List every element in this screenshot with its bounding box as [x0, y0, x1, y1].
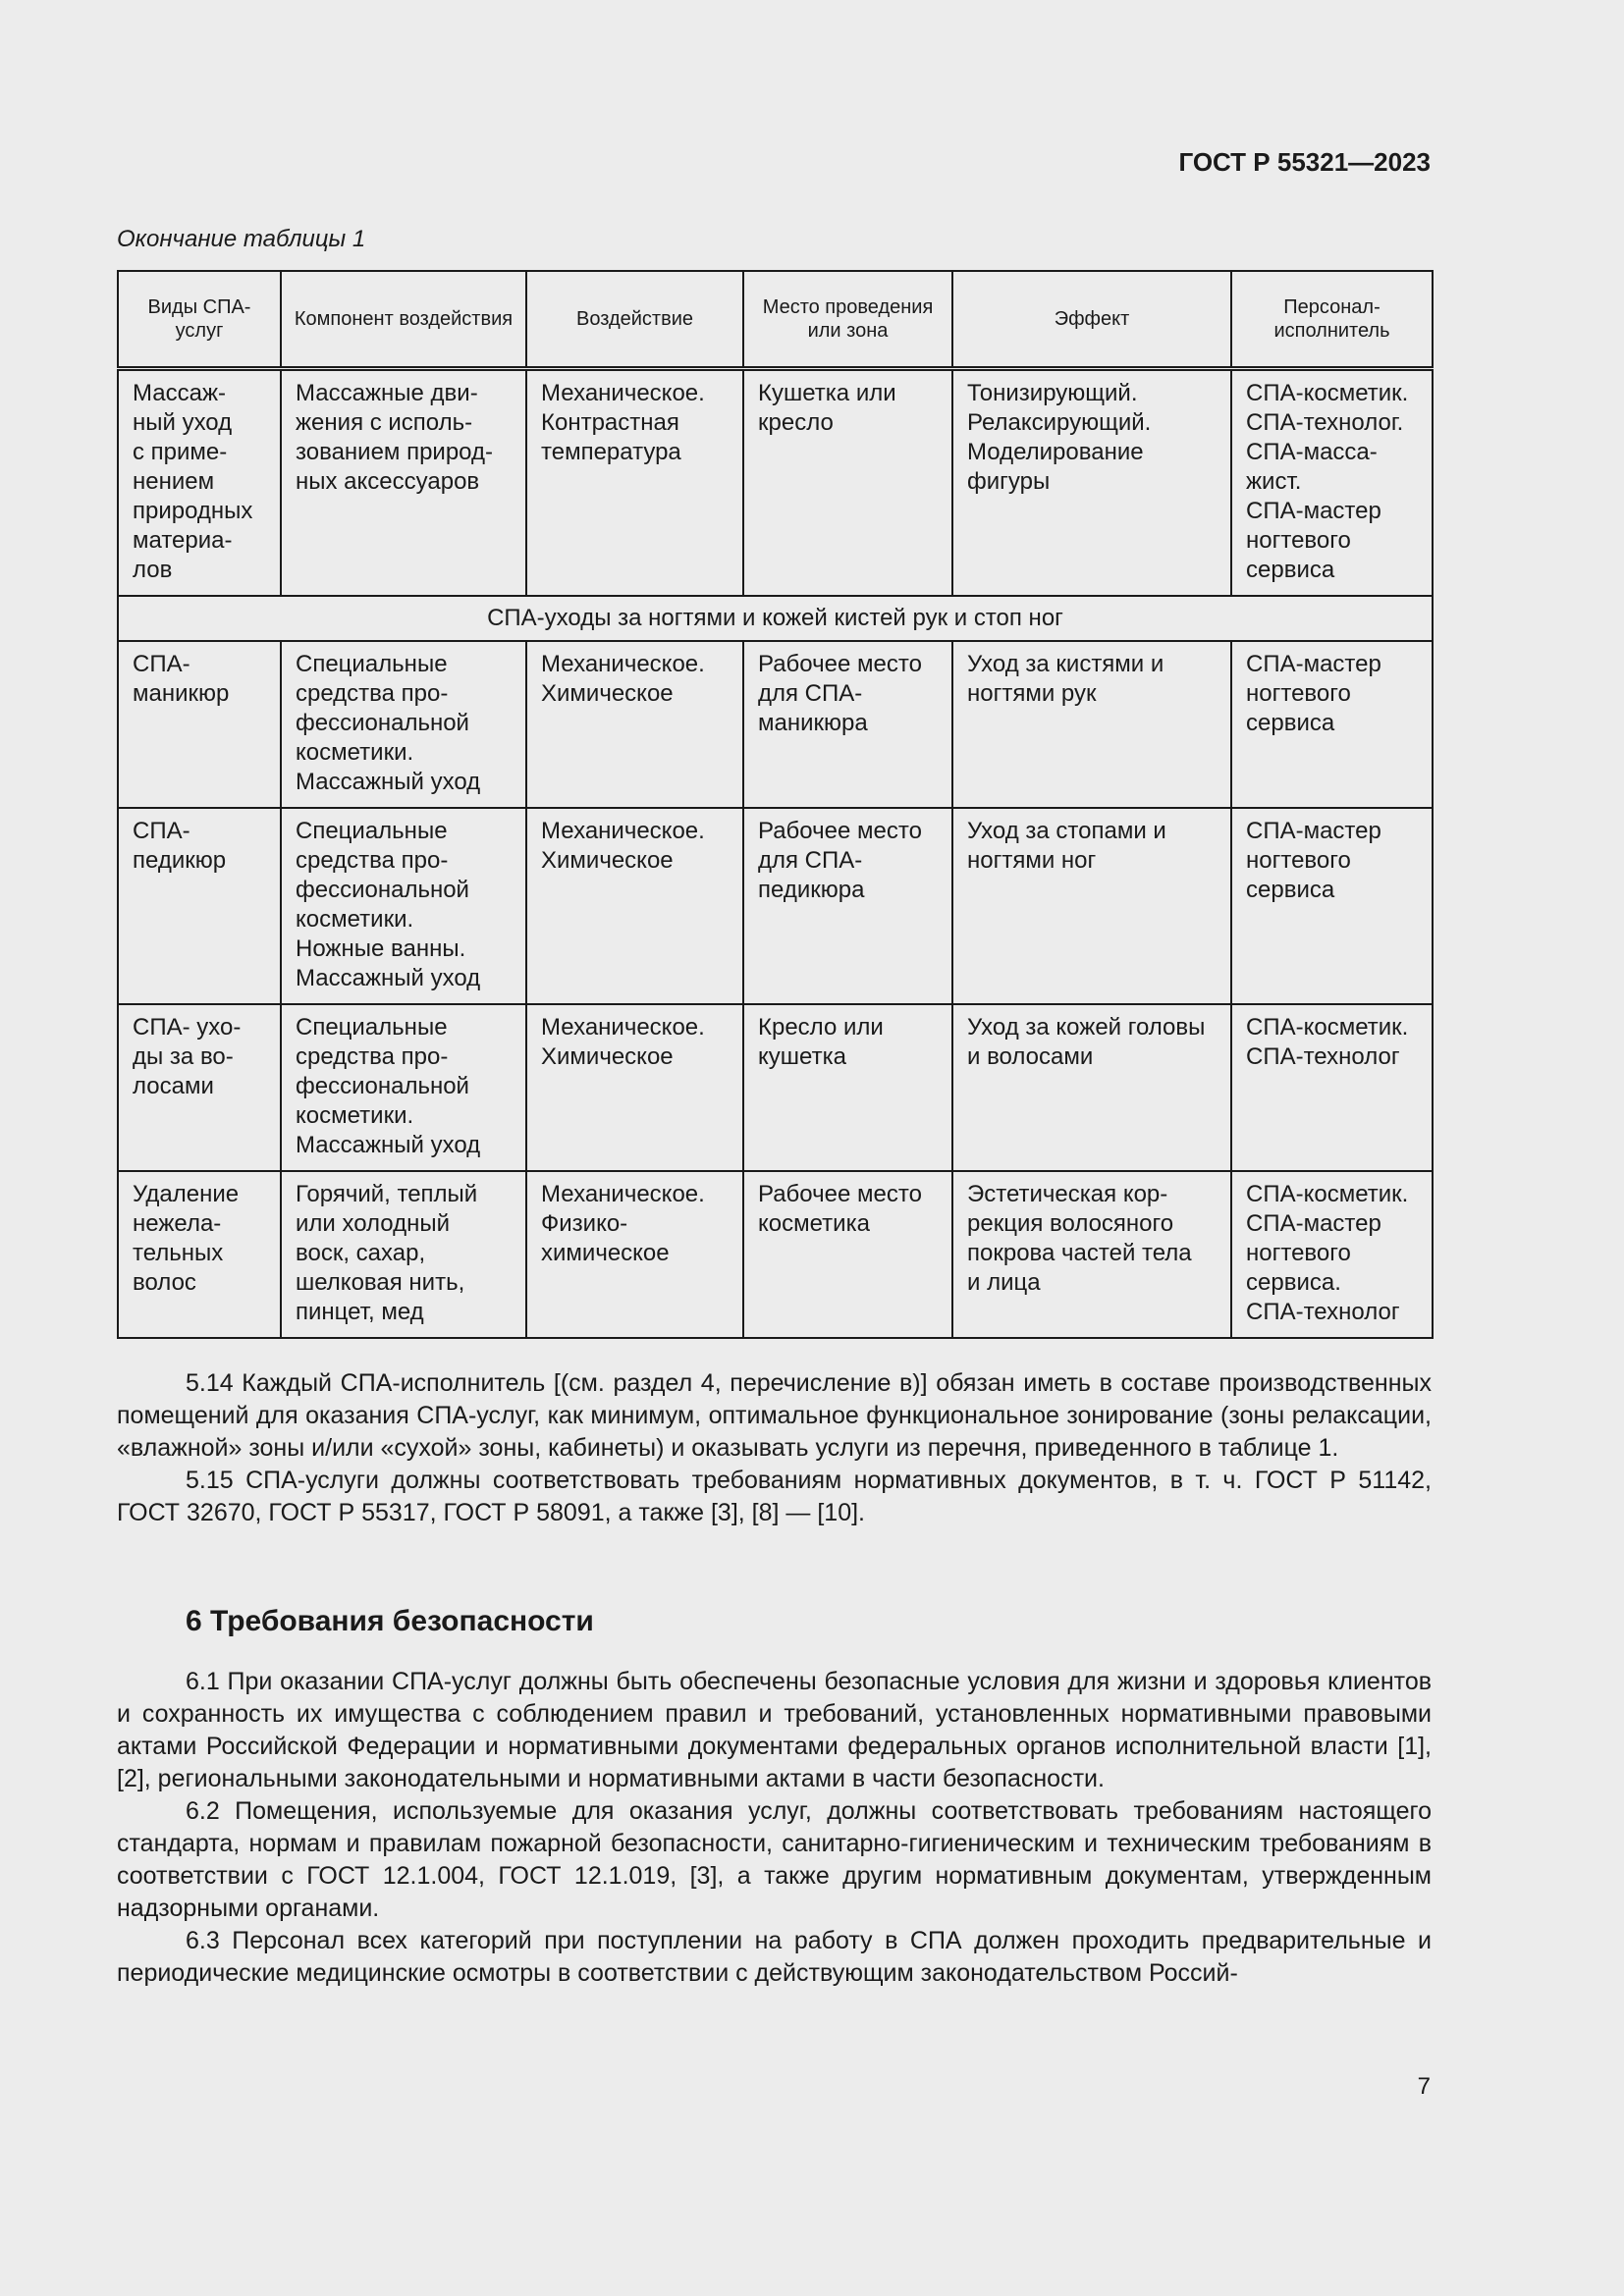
column-header-service-type: Виды СПА-услуг — [118, 271, 281, 369]
cell-text-line: ногтями рук — [967, 680, 1097, 707]
cell-text-line: волос — [133, 1269, 196, 1296]
cell-effect — [952, 369, 1231, 597]
cell-text-line: ных аксессуаров — [296, 468, 480, 495]
cell-place — [743, 808, 952, 1004]
cell-staff — [1231, 808, 1433, 1004]
cell-text-line: кресло — [758, 409, 834, 436]
cell-text-line: с приме- — [133, 439, 228, 465]
cell-text-line: СПА-косметик. — [1246, 380, 1409, 406]
cell-text-line: Механическое. — [541, 1014, 705, 1041]
cell-place — [743, 369, 952, 597]
cell-text-line: Механическое. — [541, 651, 705, 677]
cell-effect — [952, 808, 1231, 1004]
cell-text-line: тельных — [133, 1240, 224, 1266]
cell-text-line: воск, сахар, — [296, 1240, 426, 1266]
cell-place — [743, 641, 952, 808]
cell-text-line: жения с исполь- — [296, 409, 473, 436]
services-table — [117, 270, 1434, 1339]
table-section-row — [118, 596, 1433, 641]
cell-text-line: ды за во- — [133, 1043, 234, 1070]
section-5-paragraphs — [117, 1367, 1432, 1529]
cell-text-line: Горячий, теплый — [296, 1181, 478, 1207]
cell-text-line: СПА- — [133, 818, 190, 844]
table-caption: Окончание таблицы 1 — [117, 226, 366, 252]
cell-effect — [952, 641, 1231, 808]
paragraph-6-2: 6.2 Помещения, используемые для оказания услуг, должны соответствовать требованиям настоящего стандарта, нормам и правилам пожарной безопасности, санитарно-гигиеническим и техническим требованиям в соответствии с ГОСТ 12.1.004, ГОСТ 12.1.019, [3], а также другим нормативным документам, утвержденным надзорными органами. — [117, 1797, 1432, 1922]
cell-text-line: СПА-косметик. — [1246, 1014, 1409, 1041]
cell-impact — [526, 1004, 743, 1171]
cell-text-line: Тонизирующий. — [967, 380, 1138, 406]
cell-impact — [526, 808, 743, 1004]
cell-text-line: СПА-технолог. — [1246, 409, 1404, 436]
page-number: 7 — [1417, 2073, 1431, 2100]
cell-service-type — [118, 1171, 281, 1338]
cell-staff — [1231, 1004, 1433, 1171]
cell-text-line: педикюр — [133, 847, 227, 874]
cell-text-line: средства про- — [296, 847, 449, 874]
cell-service-type — [118, 1004, 281, 1171]
cell-text-line: сервиса — [1246, 557, 1335, 583]
cell-component — [281, 808, 526, 1004]
cell-text-line: Моделирование — [967, 439, 1144, 465]
cell-text-line: фигуры — [967, 468, 1051, 495]
cell-text-line: жист. — [1246, 468, 1302, 495]
cell-text-line: природных — [133, 498, 253, 524]
cell-text-line: температура — [541, 439, 681, 465]
section-title-cell: СПА-уходы за ногтями и кожей кистей рук и стоп ног — [118, 596, 1433, 641]
cell-text-line: Химическое — [541, 847, 674, 874]
cell-impact — [526, 369, 743, 597]
cell-text-line: Химическое — [541, 1043, 674, 1070]
cell-text-line: сервиса. — [1246, 1269, 1341, 1296]
cell-component — [281, 1004, 526, 1171]
cell-text-line: СПА-косметик. — [1246, 1181, 1409, 1207]
column-header-place: Место проведения или зона — [743, 271, 952, 369]
cell-text-line: косметики. — [296, 1102, 414, 1129]
table-row — [118, 369, 1433, 597]
cell-text-line: Специальные — [296, 818, 448, 844]
cell-text-line: нежела- — [133, 1210, 222, 1237]
cell-text-line: СПА-технолог — [1246, 1043, 1400, 1070]
cell-text-line: лов — [133, 557, 173, 583]
cell-place — [743, 1004, 952, 1171]
cell-text-line: ногтевого — [1246, 527, 1351, 554]
cell-text-line: косметики. — [296, 906, 414, 933]
paragraph-6-1: 6.1 При оказании СПА-услуг должны быть обеспечены безопасные условия для жизни и здоровья клиентов и сохранность их имущества с соблюдением правил и требований, установленных нормативными правовыми актами Российской Федерации и нормативными документами федеральных органов исполнительной власти [1], [2], региональными законодательными и нормативными актами в части безопасности. — [117, 1668, 1432, 1792]
cell-text-line: маникюр — [133, 680, 230, 707]
cell-text-line: ногтевого — [1246, 680, 1351, 707]
cell-text-line: маникюра — [758, 710, 868, 736]
cell-text-line: Ножные ванны. — [296, 935, 466, 962]
table-row — [118, 808, 1433, 1004]
cell-text-line: кушетка — [758, 1043, 846, 1070]
column-header-staff: Персонал-исполнитель — [1231, 271, 1433, 369]
cell-text-line: сервиса — [1246, 877, 1335, 903]
cell-text-line: ногтевого — [1246, 1240, 1351, 1266]
cell-text-line: Кресло или — [758, 1014, 884, 1041]
table-row — [118, 1004, 1433, 1171]
cell-text-line: Механическое. — [541, 1181, 705, 1207]
column-header-component: Компонент воздействия — [281, 271, 526, 369]
cell-text-line: Кушетка или — [758, 380, 896, 406]
cell-text-line: Рабочее место — [758, 651, 922, 677]
cell-text-line: Механическое. — [541, 818, 705, 844]
cell-service-type — [118, 369, 281, 597]
cell-text-line: нением — [133, 468, 215, 495]
cell-text-line: и волосами — [967, 1043, 1094, 1070]
table-row — [118, 641, 1433, 808]
cell-text-line: средства про- — [296, 680, 449, 707]
cell-text-line: зованием природ- — [296, 439, 493, 465]
cell-text-line: Контрастная — [541, 409, 679, 436]
cell-text-line: Механическое. — [541, 380, 705, 406]
cell-text-line: косметика — [758, 1210, 870, 1237]
cell-text-line: педикюра — [758, 877, 865, 903]
cell-impact — [526, 641, 743, 808]
cell-text-line: Массаж- — [133, 380, 227, 406]
cell-text-line: материа- — [133, 527, 233, 554]
cell-text-line: Уход за стопами и — [967, 818, 1166, 844]
cell-text-line: фессиональной — [296, 1073, 469, 1099]
cell-text-line: Удаление — [133, 1181, 240, 1207]
cell-text-line: Специальные — [296, 651, 448, 677]
cell-staff — [1231, 641, 1433, 808]
cell-text-line: Массажный уход — [296, 769, 481, 795]
cell-text-line: пинцет, мед — [296, 1299, 424, 1325]
cell-text-line: СПА-мастер — [1246, 1210, 1381, 1237]
section-6-heading: 6 Требования безопасности — [186, 1605, 594, 1637]
column-header-impact: Воздействие — [526, 271, 743, 369]
cell-text-line: СПА-технолог — [1246, 1299, 1400, 1325]
cell-text-line: химическое — [541, 1240, 670, 1266]
cell-text-line: СПА- ухо- — [133, 1014, 242, 1041]
cell-text-line: фессиональной — [296, 710, 469, 736]
cell-text-line: Массажные дви- — [296, 380, 478, 406]
section-6-paragraphs — [117, 1666, 1432, 1990]
cell-text-line: СПА- — [133, 651, 190, 677]
cell-text-line: или холодный — [296, 1210, 451, 1237]
cell-staff — [1231, 369, 1433, 597]
cell-text-line: фессиональной — [296, 877, 469, 903]
cell-text-line: и лица — [967, 1269, 1041, 1296]
cell-text-line: Уход за кистями и — [967, 651, 1164, 677]
cell-text-line: для СПА- — [758, 847, 863, 874]
cell-text-line: Массажный уход — [296, 965, 481, 991]
cell-text-line: Химическое — [541, 680, 674, 707]
cell-effect — [952, 1171, 1231, 1338]
cell-text-line: лосами — [133, 1073, 214, 1099]
cell-text-line: Уход за кожей головы — [967, 1014, 1206, 1041]
cell-place — [743, 1171, 952, 1338]
cell-text-line: ный уход — [133, 409, 233, 436]
cell-text-line: Физико- — [541, 1210, 628, 1237]
paragraph-5-15: 5.15 СПА-услуги должны соответствовать требованиям нормативных документов, в т. ч. ГОСТ Р 51142, ГОСТ 32670, ГОСТ Р 55317, ГОСТ Р 58091, а также [3], [8] — [10]. — [117, 1467, 1432, 1526]
cell-text-line: Рабочее место — [758, 818, 922, 844]
document-standard-number: ГОСТ Р 55321—2023 — [1178, 147, 1431, 177]
cell-text-line: Рабочее место — [758, 1181, 922, 1207]
table-header-row — [118, 271, 1433, 369]
cell-staff — [1231, 1171, 1433, 1338]
table-row — [118, 1171, 1433, 1338]
cell-text-line: сервиса — [1246, 710, 1335, 736]
cell-text-line: СПА-масса- — [1246, 439, 1378, 465]
cell-text-line: СПА-мастер — [1246, 818, 1381, 844]
column-header-effect: Эффект — [952, 271, 1231, 369]
cell-text-line: шелковая нить, — [296, 1269, 465, 1296]
cell-component — [281, 641, 526, 808]
cell-text-line: для СПА- — [758, 680, 863, 707]
cell-effect — [952, 1004, 1231, 1171]
cell-text-line: СПА-мастер — [1246, 498, 1381, 524]
cell-text-line: СПА-мастер — [1246, 651, 1381, 677]
cell-text-line: ногтевого — [1246, 847, 1351, 874]
cell-text-line: косметики. — [296, 739, 414, 766]
cell-text-line: покрова частей тела — [967, 1240, 1192, 1266]
cell-service-type — [118, 641, 281, 808]
paragraph-5-14: 5.14 Каждый СПА-исполнитель [(см. раздел 4, перечисление в)] обязан иметь в составе производственных помещений для оказания СПА-услуг, как минимум, оптимальное функциональное зонирование (зоны релаксации, «влажной» зоны и/или «сухой» зоны, кабинеты) и оказывать услуги из перечня, приведенного в таблице 1. — [117, 1369, 1432, 1462]
cell-text-line: рекция волосяного — [967, 1210, 1174, 1237]
paragraph-6-3: 6.3 Персонал всех категорий при поступлении на работу в СПА должен проходить предварительные и периодические медицинские осмотры в соответствии с действующим законодательством Россий- — [117, 1927, 1432, 1987]
cell-text-line: Релаксирующий. — [967, 409, 1152, 436]
cell-text-line: Эстетическая кор- — [967, 1181, 1168, 1207]
cell-component — [281, 369, 526, 597]
cell-text-line: ногтями ног — [967, 847, 1097, 874]
cell-service-type — [118, 808, 281, 1004]
cell-text-line: Специальные — [296, 1014, 448, 1041]
cell-text-line: средства про- — [296, 1043, 449, 1070]
cell-component — [281, 1171, 526, 1338]
cell-text-line: Массажный уход — [296, 1132, 481, 1158]
cell-impact — [526, 1171, 743, 1338]
